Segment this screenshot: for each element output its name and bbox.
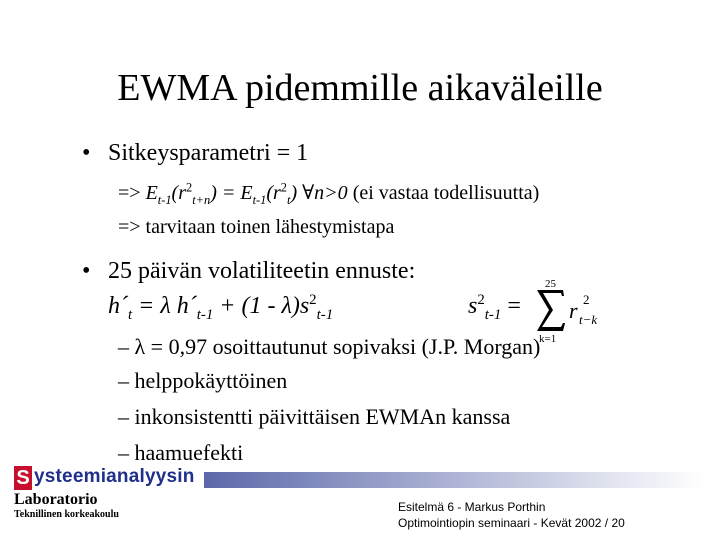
approach-line: => tarvitaan toinen lähestymistapa (118, 216, 395, 238)
footer-presenter: Esitelmä 6 - Markus Porthin (398, 500, 546, 514)
math-sub: t-1 (157, 193, 172, 207)
slide-title: EWMA pidemmille aikaväleille (117, 67, 603, 109)
sigma-icon (537, 290, 565, 331)
sum-formula (533, 276, 643, 342)
bullet-text: 25 päivän volatiliteetin ennuste: (108, 258, 416, 284)
footer-lab: Laboratorio (14, 491, 98, 508)
logo-text: ysteemianalyysin (34, 466, 195, 487)
math-sub: t-1 (484, 306, 502, 323)
dash-item-ghost: – haamuefekti (118, 440, 244, 465)
sum-r: r (569, 298, 578, 323)
arrow-prefix: => (118, 182, 146, 204)
math-e: E (145, 182, 158, 204)
math-sq: 2 (309, 292, 317, 308)
bullet-sitkeysparametri (82, 140, 308, 167)
math-sq: 2 (186, 180, 193, 195)
math-eq: = (501, 293, 521, 319)
dash-item-lambda: – λ = 0,97 osoittautunut sopivaksi (J.P. Morgan) (118, 334, 541, 359)
logo-letter: S (14, 466, 32, 490)
math-close: ) ∀n>0 (290, 182, 348, 204)
dash-item-inconsistent: – inkonsistentti päivittäisen EWMAn kanssa (118, 404, 511, 429)
math-sub: t (128, 306, 133, 323)
math-h: h´ (108, 293, 128, 319)
math-sq: 2 (477, 292, 485, 308)
bullet-dot: • (82, 258, 91, 284)
bullet-text: Sitkeysparametri = 1 (108, 140, 309, 166)
math-eq: = λ h´ (132, 293, 197, 319)
math-open: (r (266, 182, 281, 204)
math-close: ) = (210, 182, 241, 204)
math-s: s (468, 293, 478, 319)
sum-lower-limit: k=1 (539, 333, 557, 342)
math-sub: t (287, 193, 291, 207)
math-sub: t-1 (252, 193, 267, 207)
formula-s (468, 292, 521, 324)
sum-upper-limit: 25 (545, 278, 556, 290)
formula-h (108, 292, 333, 324)
dash-item-easy: – helppokäyttöinen (118, 368, 288, 393)
sum-subscript: t−k (579, 312, 598, 327)
footer-university: Teknillinen korkeakoulu (14, 509, 119, 520)
math-sq: 2 (280, 180, 287, 195)
expectation-line (118, 180, 539, 208)
bullet-forecast (82, 258, 415, 285)
math-sub: t-1 (196, 306, 214, 323)
math-open: (r (171, 182, 186, 204)
footer-seminar: Optimointiopin seminaari - Kevät 2002 / 20 (398, 516, 625, 530)
math-e: E (240, 182, 253, 204)
sum-power: 2 (583, 292, 590, 307)
math-sub: t-1 (316, 306, 334, 323)
bullet-dot: • (82, 140, 91, 166)
math-sub: t+n (192, 193, 211, 207)
math-plus: + (1 - λ)s (213, 293, 310, 319)
line-note: (ei vastaa todellisuutta) (347, 182, 540, 204)
